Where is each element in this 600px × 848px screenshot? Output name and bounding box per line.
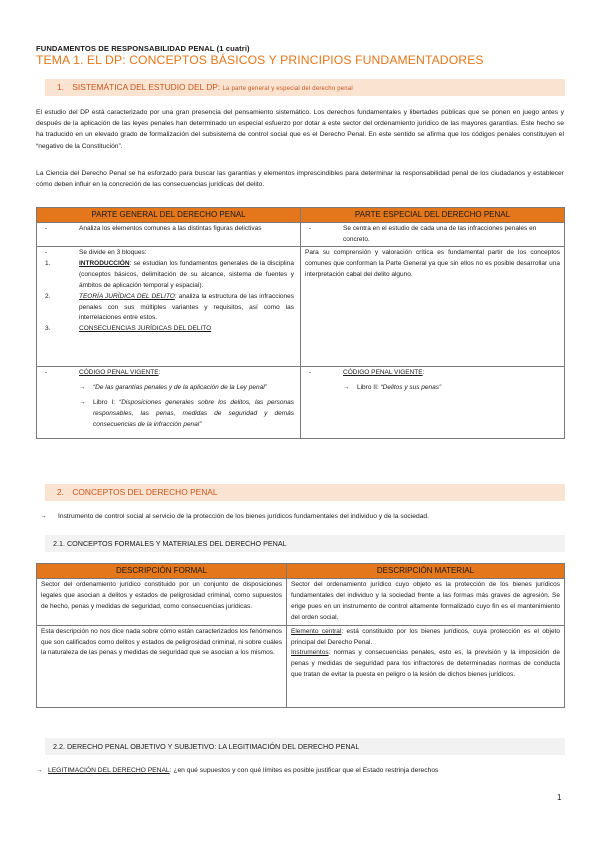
- dash-marker: -: [309, 225, 312, 232]
- section-2-number: 2.: [57, 487, 64, 497]
- section-2-definition-text: Instrumento de control social al servicio de la protección de los bienes jurídicos fundamentales del individuo y de la sociedad.: [58, 513, 429, 520]
- col-header-general: PARTE GENERAL DEL DERECHO PENAL: [37, 208, 301, 223]
- dash-marker: -: [309, 369, 312, 376]
- instruments-text: : normas y consecuencias penales, esto es, la previsión y la imposición de penas y medidas de seguridad para los infractores de determinadas normas de conducta que tratan de evitar la puesta en peligro o la lesión de dichos bienes jurídicos.: [291, 649, 560, 679]
- general-point-2: Se divide en 3 bloques:: [79, 249, 147, 256]
- section-1-subtitle: La parte general y especial del derecho penal: [222, 86, 353, 92]
- dash-marker: -: [45, 369, 48, 376]
- material-description-1: Sector del ordenamiento jurídico cuyo objeto es la protección de los bienes jurídicos fundamentales del individuo y la sociedad frente a las formas más graves de agresión. Se erige pues en un instrumento de control altamente formalizado cuyo fin es el mantenimiento del orden social.: [287, 579, 565, 626]
- book-1-text: “Disposiciones generales sobre los delitos, las personas responsables, las penas, medidas de seguridad y demás consecuencias de la infracción penal”: [93, 398, 295, 428]
- section-2-definition: [36, 511, 564, 522]
- arrow-icon: →: [343, 383, 350, 391]
- central-element-text: : está constituido por los bienes jurídicos, cuya protección es el objeto principal del Derecho Penal.: [291, 627, 560, 646]
- book-2-label: Libro II:: [357, 383, 379, 391]
- section-1-header: [45, 79, 565, 96]
- block-3-heading: CONSECUENCIAS JURÍDICAS DEL DELITO: [79, 325, 212, 333]
- course-title: FUNDAMENTOS DE RESPONSABILIDAD PENAL (1 cuatri): [36, 44, 250, 53]
- formal-material-table: [36, 563, 565, 708]
- block-3-number: 3.: [45, 325, 51, 333]
- page-number: 1: [557, 793, 562, 802]
- intro-paragraph-1: El estudio del DP está caracterizado por una gran presencia del pensamiento sistemático. Los derechos fundamentales y libertades públicas que se ponen en juego antes y después de la aplicación de las leyes penales han determinado un especial esfuerzo por dotar a este sector del ordenamiento jurídico de las mayores garantías. Este hecho se ha traducido en un elevado grado de formalización del subsistema de control social que es el Derecho Penal. En este sentido se afirma que los códigos penales constituyen el “negativo de la Constitución”.: [36, 109, 564, 150]
- special-code-heading: CÓDIGO PENAL VIGENTE: [343, 369, 423, 376]
- block-1-number: 1.: [45, 259, 51, 267]
- subsection-2-2-header: [45, 738, 565, 755]
- general-point-1: Analiza los elementos comunes a las distintas figuras delictivas: [79, 225, 262, 232]
- special-point-1: Se centra en el estudio de cada una de las infracciones penales en concreto.: [343, 225, 537, 243]
- book-1-label: Libro I:: [93, 398, 116, 406]
- arrow-icon: →: [36, 767, 43, 774]
- dash-marker: -: [45, 249, 48, 256]
- special-paragraph: Para su comprensión y valoración crítica es fundamental partir de los conceptos comunes que conforman la Parte General ya que sin ellos no es posible desarrollar una interpretación cabal del delito alguno.: [305, 249, 560, 278]
- section-2-header: [45, 484, 565, 501]
- intro-paragraph-2: La Ciencia del Derecho Penal se ha esforzado para buscar las garantías y elementos imprescindibles para determinar la responsabilidad penal de los ciudadanos y establecer cómo deben influir en la concreción de las consecuencias jurídicas del delito.: [36, 170, 564, 189]
- col-header-special: PARTE ESPECIAL DEL DERECHO PENAL: [301, 208, 565, 223]
- subsection-2-1-header: [45, 535, 565, 552]
- book-2-text: “Delitos y sus penas”: [378, 383, 442, 391]
- central-element-label: Elemento central: [291, 627, 342, 635]
- arrow-icon: →: [40, 513, 47, 520]
- instruments-label: Instrumentos: [291, 649, 329, 657]
- block-1-text: : se estudian los fundamentos generales de la disciplina (conceptos básicos, delimitación de su alcance, sistema de fuentes y ámbitos de aplicación temporal y espacial).: [79, 259, 294, 289]
- arrow-icon: →: [79, 383, 86, 391]
- legitimation-text: : ¿en qué supuestos y con qué límites es posible justificar que el Estado restrinja derechos: [169, 767, 439, 774]
- subsection-2-2-title: 2.2. DERECHO PENAL OBJETIVO Y SUBJETIVO: LA LEGITIMACIÓN DEL DERECHO PENAL: [53, 742, 360, 751]
- block-2-text: : analiza la estructura de las infracciones penales con sus múltiples variantes y requisitos, así como las interrelaciones entre estos.: [79, 292, 294, 322]
- block-2-heading: TEORÍA JURÍDICA DEL DELITO: [79, 292, 175, 300]
- section-1-title: SISTEMÁTICA DEL ESTUDIO DEL DP:: [72, 82, 221, 92]
- formal-description-1: Sector del ordenamiento jurídico constituido por un conjunto de disposiciones legales que asocian a delitos y estados de peligrosidad criminal, como supuestos de hecho, penas y medidas de seguridad, como consecuencias jurídicas.: [37, 579, 287, 626]
- section-2-title: CONCEPTOS DEL DERECHO PENAL: [72, 487, 218, 497]
- dash-marker: -: [45, 225, 48, 232]
- legitimation-paragraph: [36, 765, 564, 776]
- general-code-heading: CÓDIGO PENAL VIGENTE: [79, 369, 159, 376]
- general-special-table: PARTE GENERAL DEL DERECHO PENAL PARTE ESPECIAL DEL DERECHO PENAL - Analiza los elementos comunes a las distintas figuras delictivas - Se centra en el estudio de cada una de las infracciones penales en concreto. - Se divide en 3 bloques: 1. INTRODUCCIÓN: se estudian los fundamentos generales de la disciplina (conceptos básicos, delimitación de su alcance, sistema de fuentes y ámbitos de aplicación temporal y espacial). 2. TEORÍA JURÍDICA DEL DELITO: analiza la estructura de las infracciones penales con sus múltiples variantes y requisitos, así como las interrelaciones entre estos. 3. CONSECUENCIAS JURÍDICAS DEL DELITO Para su comprensión y valoración crítica es fundamental partir de los conceptos comunes que conforman la Parte General ya que sin ellos no es posible desarrollar una interpretación cabal del delito alguno. - CÓDIGO PENAL VIGENTE: → “De las garantías penales y de la aplicación de la Ley penal” → Libro I: “Disposiciones generales sobre los delitos, las personas responsables, las penas, medidas de seguridad y demás consecuencias de la infracción penal” - CÓDIGO PENAL VIGENTE: → Libro II: “Delitos y sus penas”: [36, 207, 565, 439]
- theme-title: TEMA 1. EL DP: CONCEPTOS BÁSICOS Y PRINCIPIOS FUNDAMENTADORES: [36, 53, 484, 67]
- block-1-heading: INTRODUCCIÓN: [79, 259, 130, 267]
- col-header-formal: DESCRIPCIÓN FORMAL: [37, 564, 287, 579]
- subsection-2-1-title: 2.1. CONCEPTOS FORMALES Y MATERIALES DEL DERECHO PENAL: [53, 539, 287, 548]
- general-code-guarantees: “De las garantías penales y de la aplicación de la Ley penal”: [93, 383, 267, 391]
- section-1-number: 1.: [57, 82, 64, 92]
- block-2-number: 2.: [45, 292, 51, 300]
- arrow-icon: →: [79, 398, 86, 406]
- formal-description-2: Esta descripción no nos dice nada sobre cómo están caracterizados los fenómenos que son calificados como delitos y estados de peligrosidad criminal, ni sobre cuáles la naturaleza de las penas y medidas de seguridad que se asocian a los mismos.: [37, 625, 287, 707]
- legitimation-heading: LEGITIMACIÓN DEL DERECHO PENAL: [48, 767, 170, 774]
- col-header-material: DESCRIPCIÓN MATERIAL: [287, 564, 565, 579]
